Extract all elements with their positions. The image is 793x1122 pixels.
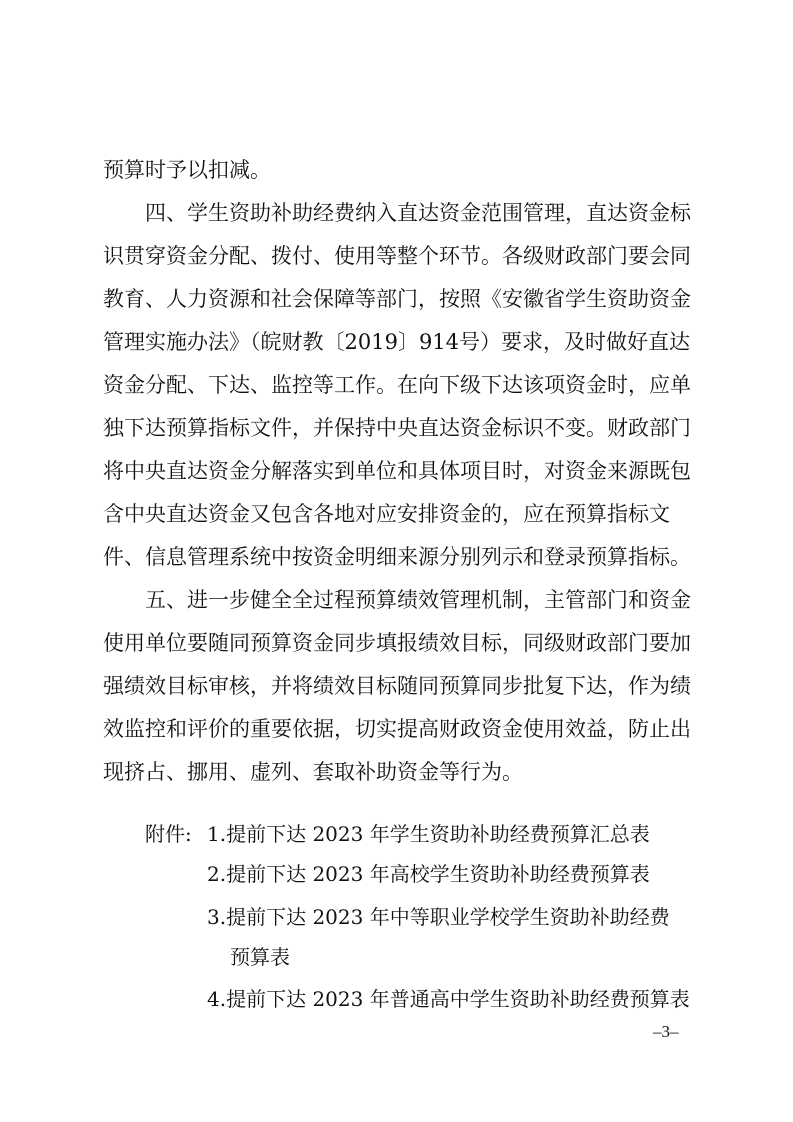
para5-line-5: 现挤占、挪用、虚列、套取补助资金等行为。 (103, 760, 523, 784)
continuation-line: 预算时予以扣减。 (103, 158, 271, 182)
page-number: –3– (653, 1022, 679, 1041)
attachment-item-3: 3.提前下达 2023 年中等职业学校学生资助补助经费 (207, 905, 670, 929)
attachment-item-2: 2.提前下达 2023 年高校学生资助补助经费预算表 (207, 862, 650, 886)
para4-line-2: 识贯穿资金分配、拨付、使用等整个环节。各级财政部门要会同 (103, 244, 691, 268)
attachments-label: 附件: (145, 822, 192, 846)
attachment-item-1: 1.提前下达 2023 年学生资助补助经费预算汇总表 (207, 822, 650, 846)
para4-line-8: 含中央直达资金又包含各地对应安排资金的，应在预算指标文 (103, 502, 670, 526)
para4-line-6: 独下达预算指标文件，并保持中央直达资金标识不变。财政部门 (103, 416, 691, 440)
para5-line-1: 五、进一步健全全过程预算绩效管理机制，主管部门和资金 (145, 588, 691, 612)
para4-line-3: 教育、人力资源和社会保障等部门，按照《安徽省学生资助资金 (103, 287, 691, 311)
para4-line-4: 管理实施办法》（皖财教〔2019〕914号）要求，及时做好直达 (103, 330, 691, 354)
para5-line-4: 效监控和评价的重要依据，切实提高财政资金使用效益，防止出 (103, 717, 691, 741)
para4-line-1: 四、学生资助补助经费纳入直达资金范围管理，直达资金标 (145, 201, 691, 225)
para4-line-9: 件、信息管理系统中按资金明细来源分别列示和登录预算指标。 (103, 545, 691, 569)
para4-line-5: 资金分配、下达、监控等工作。在向下级下达该项资金时，应单 (103, 373, 691, 397)
attachment-item-4: 4.提前下达 2023 年普通高中学生资助补助经费预算表 (207, 987, 690, 1011)
attachment-item-3-cont: 预算表 (230, 945, 290, 969)
para5-line-2: 使用单位要随同预算资金同步填报绩效目标，同级财政部门要加 (103, 631, 691, 655)
para5-line-3: 强绩效目标审核，并将绩效目标随同预算同步批复下达，作为绩 (103, 674, 691, 698)
para4-line-7: 将中央直达资金分解落实到单位和具体项目时，对资金来源既包 (103, 459, 691, 483)
